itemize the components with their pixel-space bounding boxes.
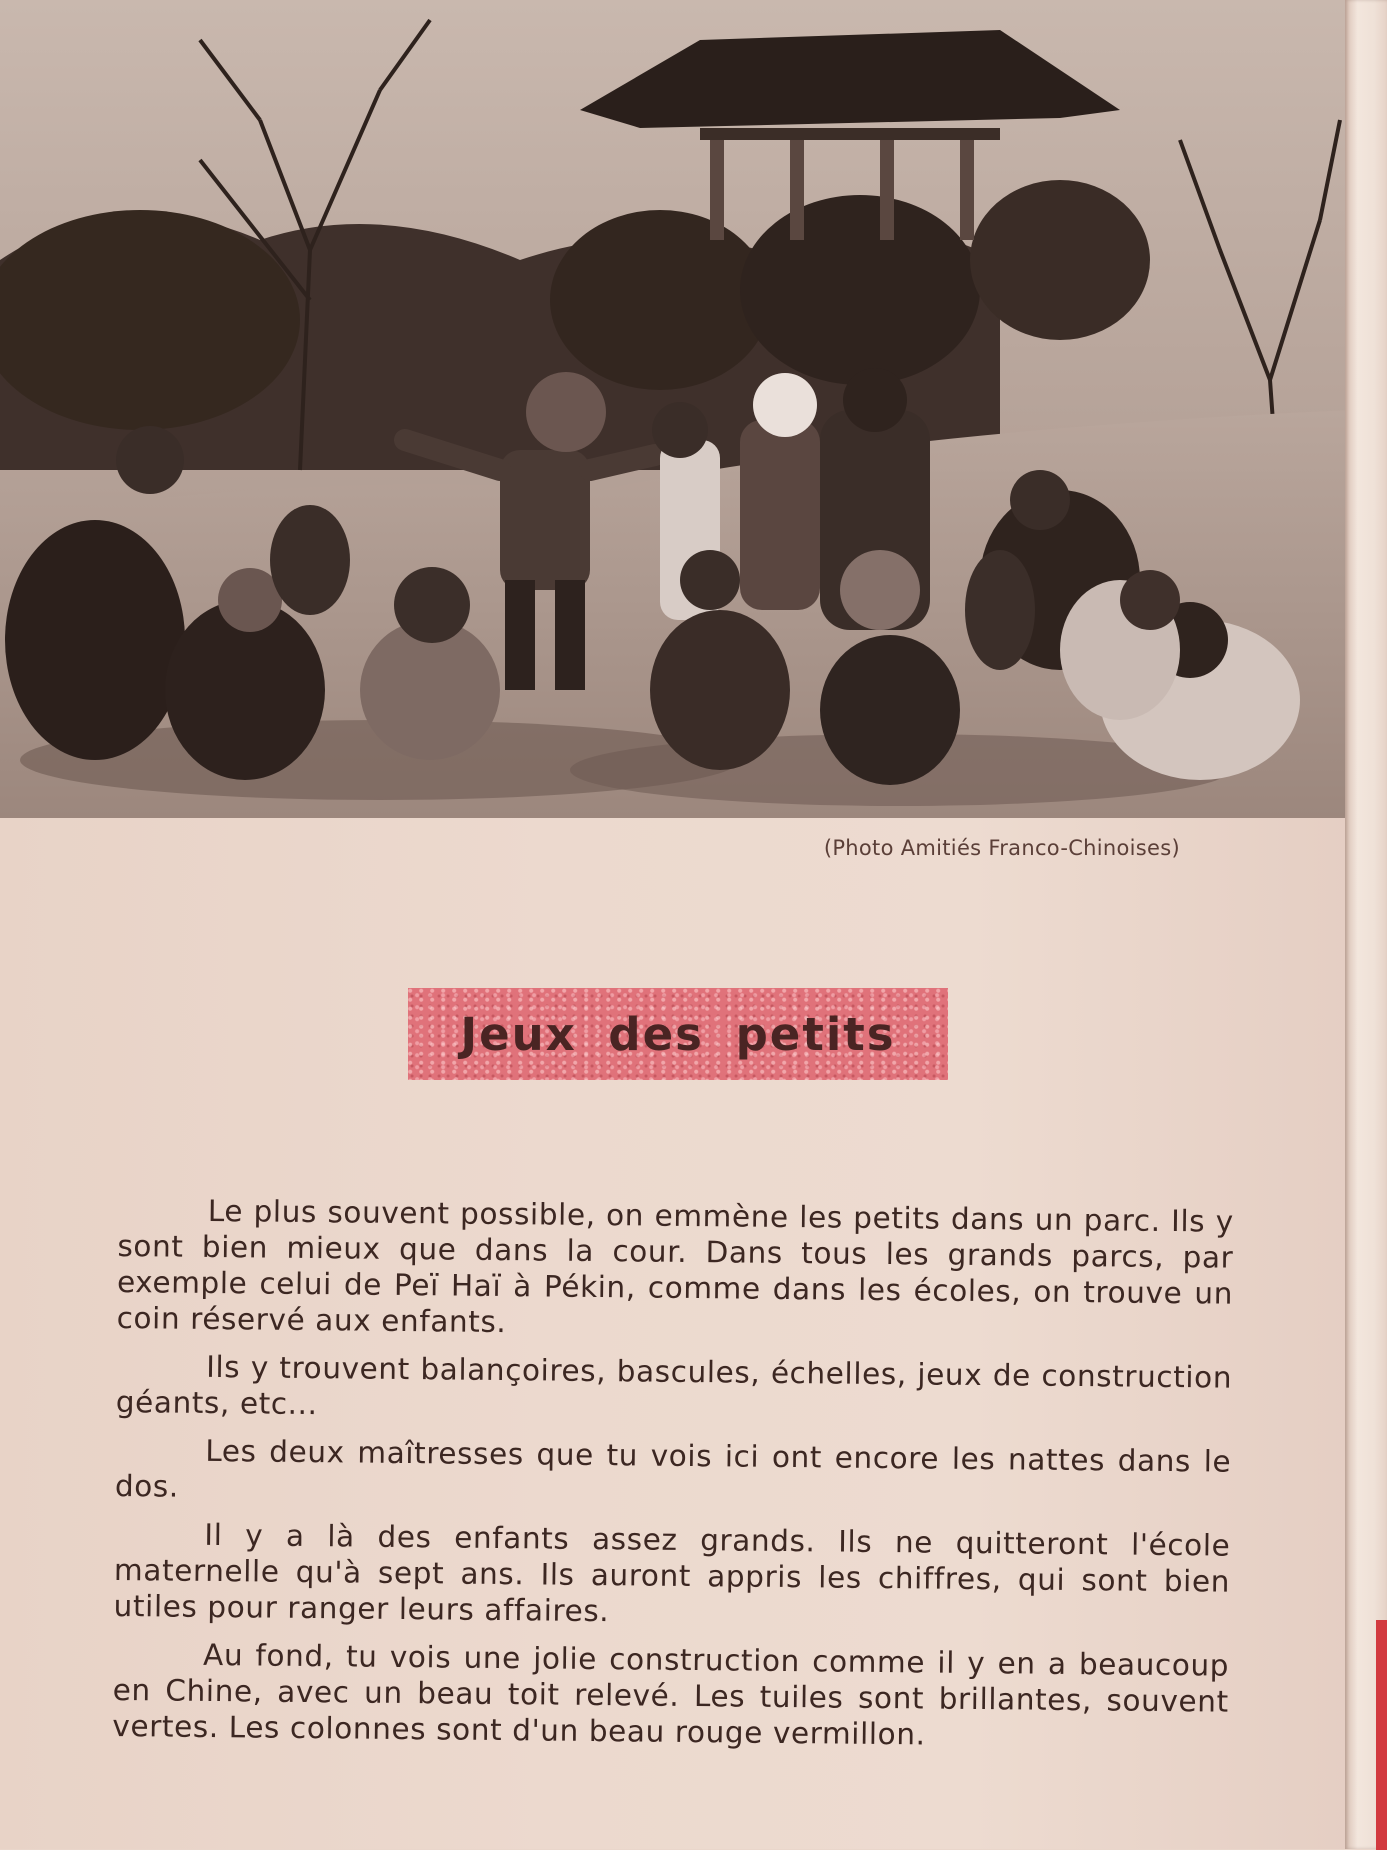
paragraph: Il y a là des enfants assez grands. Ils ne quitteront l'école maternelle qu'à sept ans. Ils auront appris les chiffres, qui sont bien utiles pour ranger leurs affaires. [113, 1517, 1231, 1629]
article-body [112, 1192, 1234, 1768]
paragraph: Le plus souvent possible, on emmène les petits dans un parc. Ils y sont bien mieux que dans la cour. Dans tous les grands parcs, par exemple celui de Peï Haï à Pékin, comme dans les écoles, on trouve un coin réservé aux enfants. [116, 1193, 1234, 1340]
paragraph: Ils y trouvent balançoires, bascules, échelles, jeux de construction géants, etc... [115, 1349, 1233, 1422]
section-title: Jeux des petits [460, 1007, 896, 1061]
photo-credit-caption: (Photo Amitiés Franco-Chinoises) [823, 836, 1180, 860]
paragraph: Les deux maîtresses que tu vois ici ont encore les nattes dans le dos. [114, 1433, 1232, 1504]
children-in-park-photo [0, 0, 1352, 818]
page-edge [1345, 0, 1387, 1849]
paragraph: Au fond, tu vois une jolie construction comme il y en a beaucoup en Chine, avec un beau toit relevé. Les tuiles sont brillantes, souvent vertes. Les colonnes sont d'un beau rouge vermillon. [112, 1637, 1230, 1752]
next-page-edge-red [1376, 1620, 1387, 1850]
section-title-banner [408, 988, 948, 1080]
